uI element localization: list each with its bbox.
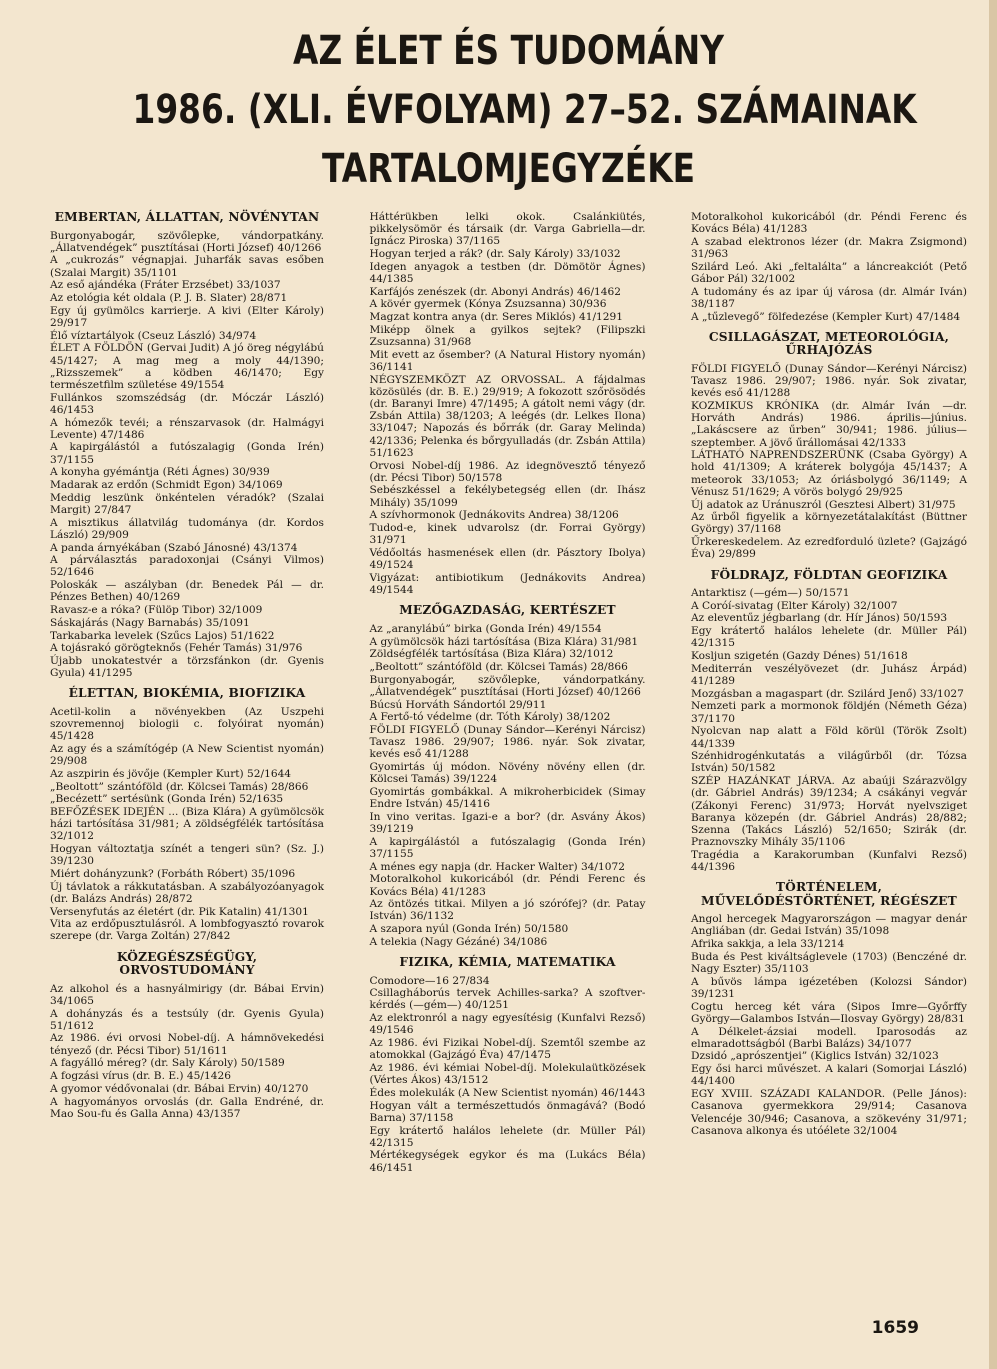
index-entry: A kapirgálástól a futószalagig (Gonda Irén) 37/1155 bbox=[50, 441, 324, 466]
page-number: 1659 bbox=[871, 1318, 919, 1338]
index-entry: Egy új gyümölcs karrierje. A kivi (Elter Károly) 29/917 bbox=[50, 304, 324, 329]
index-entry: Hogyan terjed a rák? (dr. Saly Károly) 33/1032 bbox=[369, 248, 621, 261]
page-edge bbox=[989, 0, 997, 1369]
section-heading: KÖZEGÉSZSÉGÜGY, ORVOSTUDOMÁNY bbox=[116, 949, 258, 978]
index-entry: ÉLET A FÖLDÖN (Gervai Judit) A jó öreg négylábú 45/1427; A mag meg a moly 44/1390; „Rizsszemek” a ködben 46/1470; Egy természetfilm születése 49/1554 bbox=[50, 342, 324, 391]
index-entry: Az 1986. évi orvosi Nobel-díj. A hámnövekedési tényező (dr. Pécsi Tibor) 51/1611 bbox=[50, 1032, 324, 1057]
index-entry: Tarkabarka levelek (Szűcs Lajos) 51/1622 bbox=[50, 629, 275, 642]
index-entry: KOZMIKUS KRÓNIKA (dr. Almár Iván —dr. Horváth András) 1986. április—június. „Lakáscsere az űrben” 30/941; 1986. július—szeptember. A jövő űrállomásai 42/1333 bbox=[691, 399, 967, 449]
index-entry: Búcsú Horváth Sándortól 29/911 bbox=[369, 698, 547, 711]
index-entry: A Fertő-tó védelme (dr. Tóth Károly) 38/1202 bbox=[369, 711, 611, 724]
index-entry: Comodore—16 27/834 bbox=[369, 974, 490, 987]
index-entry: Sebészkéssel a fekélybetegség ellen (dr. Ihász Mihály) 35/1099 bbox=[369, 484, 646, 509]
index-entry: A szívhormonok (Jednákovits Andrea) 38/1206 bbox=[369, 509, 619, 522]
index-entry: Mértékegységek egykor és ma (Lukács Béla) 46/1451 bbox=[369, 1149, 646, 1174]
index-entry: A telekia (Nagy Gézáné) 34/1086 bbox=[369, 935, 548, 948]
title-line: TARTALOMJEGYZÉKE bbox=[321, 146, 696, 192]
index-entry: Sáskajárás (Nagy Barnabás) 35/1091 bbox=[50, 616, 250, 629]
index-entry: Angol hercegek Magyarországon — magyar denár Angliában (dr. Gedai István) 35/1098 bbox=[691, 913, 967, 938]
index-entry: Az eleventűz jégbarlang (dr. Hír János) 50/1593 bbox=[691, 612, 948, 625]
index-entry: Miért dohányzunk? (Forbáth Róbert) 35/1096 bbox=[50, 867, 296, 880]
index-entry: A bűvös lámpa igézetében (Kolozsi Sándor) 39/1231 bbox=[691, 975, 967, 1000]
index-entry: Az agy és a számítógép (A New Scientist nyomán) 29/908 bbox=[50, 742, 324, 768]
index-entry: NÉGYSZEMKÖZT AZ ORVOSSAL. A fájdalmas közösülés (dr. B. E.) 29/919; A fokozott szőrösödés (dr. Baranyi Imre) 47/1495; A gátolt nemi vágy (dr. Zsbán Attila) 38/1203; A leégés (dr. Lelkes Ilona) 33/1047; Napozás és bőrrák (dr. Garay Melinda) 42/1336; Pelenka és bőrgyulladás (dr. Zsbán Attila) 51/1623 bbox=[369, 373, 646, 459]
index-entry: A gyomor védővonalai (dr. Bábai Ervin) 40/1270 bbox=[50, 1082, 309, 1095]
index-entry: A tudomány és az ipar új városa (dr. Almár Iván) 38/1187 bbox=[691, 285, 967, 310]
index-entry: A panda árnyékában (Szabó Jánosné) 43/1374 bbox=[50, 541, 298, 554]
section-heading: TÖRTÉNELEM, MŰVELŐDÉSTÖRTÉNET, RÉGÉSZET bbox=[701, 880, 957, 908]
index-entry: Antarktisz (—gém—) 50/1571 bbox=[691, 587, 850, 600]
index-entry: Vigyázat: antibiotikum (Jednákovits Andrea) 49/1544 bbox=[369, 571, 646, 597]
section-heading: ÉLETTAN, BIOKÉMIA, BIOFIZIKA bbox=[68, 686, 306, 701]
index-entry: A „tűzlevegő” fölfedezése (Kempler Kurt) 47/1484 bbox=[691, 310, 961, 323]
index-entry: Kosljun szigetén (Gazdy Dénes) 51/1618 bbox=[691, 650, 908, 663]
page-title bbox=[132, 22, 917, 199]
index-entry: A misztikus állatvilág tudománya (dr. Kordos László) 29/909 bbox=[50, 516, 324, 541]
index-entry: Mediterrán veszélyövezet (dr. Juhász Árpád) 41/1289 bbox=[691, 662, 967, 687]
index-entry: Tudod-e, kinek udvarolsz (dr. Forrai György) 31/971 bbox=[369, 522, 646, 547]
title-line: AZ ÉLET ÉS TUDOMÁNY bbox=[293, 28, 724, 74]
index-entry: A tojásrakó görögteknős (Fehér Tamás) 31/976 bbox=[50, 642, 303, 655]
index-entry: BEFŐZÉSEK IDEJÉN ... (Biza Klára) A gyümölcsök házi tartósítása 31/981; A zöldségfélék tartósítása 32/1012 bbox=[50, 805, 324, 843]
index-entry: A kapirgálástól a futószalagig (Gonda Irén) 37/1155 bbox=[369, 835, 646, 860]
index-entry: Mozgásban a magaspart (dr. Szilárd Jenő) 33/1027 bbox=[691, 687, 964, 700]
index-entry: Az elektronról a nagy egyesítésig (Kunfalvi Rezső) 49/1546 bbox=[369, 1012, 646, 1037]
index-entry: Hogyan változtatja színét a tengeri sün? (Sz. J.) 39/1230 bbox=[50, 843, 324, 868]
index-entry: Élő víztartályok (Cseuz László) 34/974 bbox=[50, 329, 257, 342]
index-entry: Az etológia két oldala (P. J. B. Slater) 28/871 bbox=[50, 292, 288, 305]
section-heading: EMBERTAN, ÁLLATTAN, NÖVÉNYTAN bbox=[54, 210, 320, 224]
column-2 bbox=[370, 211, 646, 1174]
index-entry: SZÉP HAZÁNKAT JÁRVA. Az abaúji Szárazvölgy (dr. Gábriel András) 39/1234; A csákányi vegvár (Zákonyi Ferenc) 31/973; Horvát nyelvsziget Baranya közepén (dr. Gábriel András) 28/882; Szenna (Takács László) 52/1650; Szirák (dr. Praznovszky Mihály 35/1106 bbox=[691, 775, 967, 849]
index-entry: Az alkohol és a hasnyálmirigy (dr. Bábai Ervin) 34/1065 bbox=[50, 982, 324, 1007]
index-entry: Motoralkohol kukoricából (dr. Péndi Ferenc és Kovács Béla) 41/1283 bbox=[369, 873, 646, 898]
index-entry: Csillagháborús tervek Achilles-sarka? A szoftver-kérdés (—gém—) 40/1251 bbox=[369, 987, 646, 1012]
index-entry: Miképp ölnek a gyilkos sejtek? (Filipszki Zsuzsanna) 31/968 bbox=[369, 323, 646, 349]
index-entry: Idegen anyagok a testben (dr. Dömötör Ágnes) 44/1385 bbox=[369, 260, 646, 286]
index-entry: Háttérükben lelki okok. Csalánkiütés, pikkelysömör és társaik (dr. Varga Gabriella—dr. Ignácz Piroska) 37/1165 bbox=[369, 211, 646, 248]
index-entry: FÖLDI FIGYELŐ (Dunay Sándor—Kerényi Nárcisz) Tavasz 1986. 29/907; 1986. nyár. Sok zivatar, kevés eső 41/1288 bbox=[369, 723, 646, 761]
index-entry: Versenyfutás az életért (dr. Pik Katalin) 41/1301 bbox=[50, 905, 309, 918]
index-entry: A fogzási vírus (dr. B. E.) 45/1426 bbox=[50, 1070, 231, 1083]
index-entry: Védőoltás hasmenések ellen (dr. Pásztory Ibolya) 49/1524 bbox=[369, 546, 646, 572]
index-entry: A „cukrozás” végnapjai. Juharfák savas esőben (Szalai Margit) 35/1101 bbox=[50, 254, 324, 279]
index-entry: A párválasztás paradoxonjai (Csányi Vilmos) 52/1646 bbox=[50, 554, 324, 579]
index-entry: A dohányzás és a testsúly (dr. Gyenis Gyula) 51/1612 bbox=[50, 1007, 324, 1032]
title-line: 1986. (XLI. ÉVFOLYAM) 27–52. SZÁMAINAK bbox=[132, 87, 917, 133]
index-entry: Orvosi Nobel-díj 1986. Az idegnövesztő tényező (dr. Pécsi Tibor) 50/1578 bbox=[369, 459, 646, 484]
index-entry: Meddig leszünk önkéntelen véradók? (Szalai Margit) 27/847 bbox=[50, 491, 324, 516]
index-entry: Az űrből figyelik a környezetátalakítást (Büttner György) 37/1168 bbox=[691, 511, 967, 536]
index-entry: Gyomirtás új módon. Növény növény ellen (dr. Kölcsei Tamás) 39/1224 bbox=[369, 761, 646, 786]
index-entry: Az 1986. évi kémiai Nobel-díj. Molekulaütközések (Vértes Ákos) 43/1512 bbox=[369, 1062, 646, 1087]
index-entry: Nemzeti park a mormonok földjén (Németh Géza) 37/1170 bbox=[691, 700, 967, 725]
index-entry: A fagyálló méreg? (dr. Saly Károly) 50/1589 bbox=[50, 1057, 285, 1070]
index-entry: A konyha gyémántja (Réti Ágnes) 30/939 bbox=[50, 466, 270, 479]
index-entry: A szabad elektronos lézer (dr. Makra Zsigmond) 31/963 bbox=[691, 235, 967, 261]
index-entry: Burgonyabogár, szövőlepke, vándorpatkány. „Állatvendégek” pusztításai (Horti József) 40/1266 bbox=[50, 229, 324, 254]
index-entry: Édes molekulák (A New Scientist nyomán) 46/1443 bbox=[369, 1086, 646, 1099]
section-heading: MEZŐGAZDASÁG, KERTÉSZET bbox=[399, 603, 616, 618]
index-entry: Mit evett az ősember? (A Natural History nyomán) 36/1141 bbox=[369, 348, 646, 373]
index-entry: Tragédia a Karakorumban (Kunfalvi Rezső) 44/1396 bbox=[691, 848, 967, 874]
index-entry: Burgonyabogár, szövőlepke, vándorpatkány. „Állatvendégek” pusztításai (Horti József) 40/1266 bbox=[369, 673, 646, 698]
index-entry: A ménes egy napja (dr. Hacker Walter) 34/1072 bbox=[369, 860, 625, 873]
section-heading: CSILLAGÁSZAT, METEOROLÓGIA, ŰRHAJÓZÁS bbox=[708, 329, 950, 358]
index-entry: A Coróí-sivatag (Elter Károly) 32/1007 bbox=[691, 599, 898, 612]
index-entry: Zöldségfélék tartósítása (Biza Klára) 32/1012 bbox=[369, 648, 614, 661]
index-entry: „Becézett” sertésünk (Gonda Irén) 52/1635 bbox=[50, 793, 284, 806]
index-entry: Újabb unokatestvér a törzsfánkon (dr. Gyenis Gyula) 41/1295 bbox=[50, 654, 324, 680]
column-3 bbox=[691, 211, 967, 1174]
index-entry: Buda és Pest kiváltságlevele (1703) (Benczéné dr. Nagy Eszter) 35/1103 bbox=[691, 950, 967, 976]
index-entry: Új távlatok a rákkutatásban. A szabályozóanyagok (dr. Balázs András) 28/872 bbox=[50, 880, 324, 905]
index-entry: „Beoltott” szántóföld (dr. Kölcsei Tamás) 28/866 bbox=[369, 660, 628, 673]
index-entry: Ravasz-e a róka? (Fülöp Tibor) 32/1009 bbox=[50, 604, 263, 617]
index-entry: Madarak az erdőn (Schmidt Egon) 34/1069 bbox=[50, 479, 283, 492]
index-entry: EGY XVIII. SZÁZADI KALANDOR. (Pelle János): Casanova gyermekkora 29/914; Casanova Velencéje 30/946; Casanova, a szökevény 31/971; Casanova alkonya és utóélete 32/1004 bbox=[691, 1088, 967, 1137]
index-entry: Az „aranylábú” birka (Gonda Irén) 49/1554 bbox=[369, 622, 602, 635]
index-entry: Űrkereskedelem. Az ezredforduló üzlete? (Gajzágó Éva) 29/899 bbox=[691, 536, 967, 561]
index-entry: Nyolcvan nap alatt a Föld körül (Török Zsolt) 44/1339 bbox=[691, 725, 967, 750]
index-entry: Hogyan vált a természettudós önmagává? (Bodó Barna) 37/1158 bbox=[369, 1099, 646, 1124]
column-1 bbox=[50, 211, 324, 1174]
index-entry: Új adatok az Uránuszról (Gesztesi Albert) 31/975 bbox=[691, 498, 956, 511]
index-entry: Fullánkos szomszédság (dr. Móczár László) 46/1453 bbox=[50, 391, 324, 416]
index-entry: Poloskák — aszályban (dr. Benedek Pál — dr. Pénzes Bethen) 40/1269 bbox=[50, 579, 324, 604]
index-entry: Karfájós zenészek (dr. Abonyi András) 46/1462 bbox=[369, 285, 622, 298]
index-entry: Cogtu herceg két vára (Sipos Imre—Győrffy György—Galambos István—Ilosvay György) 28/831 bbox=[691, 1000, 967, 1025]
index-entry: A hagyományos orvoslás (dr. Galla Endréné, dr. Mao Sou-fu és Galla Anna) 43/1357 bbox=[50, 1095, 324, 1120]
index-entry: A hómezők tevéi; a rénszarvasok (dr. Halmágyi Levente) 47/1486 bbox=[50, 416, 324, 441]
index-entry: Egy krátertő halálos lehelete (dr. Müller Pál) 42/1315 bbox=[369, 1124, 646, 1149]
index-entry: Acetil-kolin a növényekben (Az Uszpehi szovremennoj biologii c. folyóirat nyomán) 45/1428 bbox=[50, 705, 324, 743]
index-entry: Egy ősi harci művészet. A kalari (Somorjai László) 44/1400 bbox=[691, 1063, 967, 1088]
section-heading: FIZIKA, KÉMIA, MATEMATIKA bbox=[399, 955, 616, 970]
index-entry: Szilárd Leó. Aki „feltalálta” a láncreakciót (Pető Gábor Pál) 32/1002 bbox=[691, 260, 967, 286]
index-entry: A gyümölcsök házi tartósítása (Biza Klára) 31/981 bbox=[369, 635, 639, 648]
index-entry: A Délkelet-ázsiai modell. Iparosodás az elmaradottságból (Barbi Balázs) 34/1077 bbox=[691, 1025, 967, 1050]
index-entry: Az 1986. évi Fizikai Nobel-díj. Szemtől szembe az atomokkal (Gajzágó Éva) 47/1475 bbox=[369, 1037, 646, 1062]
index-entry: Az aszpirin és jövője (Kempler Kurt) 52/1644 bbox=[50, 767, 292, 780]
index-entry: Gyomirtás gombákkal. A mikroherbicidek (Simay Endre István) 45/1416 bbox=[369, 785, 646, 811]
index-entry: Szénhidrogénkutatás a világűrből (dr. Tózsa István) 50/1582 bbox=[691, 750, 967, 775]
index-entry: LÁTHATÓ NAPRENDSZERÜNK (Csaba György) A hold 41/1309; A kráterek bolygója 45/1437; A meteorok 33/1053; Az óriásbolygó 36/1149; A Vénusz 51/1629; A vörös bolygó 29/925 bbox=[691, 449, 967, 498]
index-entry: A szapora nyúl (Gonda Irén) 50/1580 bbox=[369, 923, 569, 936]
index-entry: „Beoltott” szántóföld (dr. Kölcsei Tamás) 28/866 bbox=[50, 780, 309, 793]
index-entry: Az eső ajándéka (Fráter Erzsébet) 33/1037 bbox=[50, 279, 281, 292]
index-entry: FÖLDI FIGYELŐ (Dunay Sándor—Kerényi Nárcisz) Tavasz 1986. 29/907; 1986. nyár. Sok zivatar, kevés eső 41/1288 bbox=[691, 362, 967, 400]
index-entry: Motoralkohol kukoricából (dr. Péndi Ferenc és Kovács Béla) 41/1283 bbox=[691, 211, 967, 236]
index-entry: Vita az erdőpusztulásról. A lombfogyasztó rovarok szerepe (dr. Varga Zoltán) 27/842 bbox=[50, 918, 324, 943]
index-columns bbox=[50, 211, 967, 1174]
index-entry: Egy krátertő halálos lehelete (dr. Müller Pál) 42/1315 bbox=[691, 625, 967, 650]
index-entry: Az öntözés titkai. Milyen a jó szórófej? (dr. Patay István) 36/1132 bbox=[369, 898, 646, 923]
index-entry: Magzat kontra anya (dr. Seres Miklós) 41/1291 bbox=[369, 311, 623, 324]
index-entry: In vino veritas. Igazi-e a bor? (dr. Asvány Ákos) 39/1219 bbox=[369, 810, 646, 836]
index-entry: Afrika sakkja, a lela 33/1214 bbox=[691, 938, 845, 951]
index-entry: A kövér gyermek (Kónya Zsuzsanna) 30/936 bbox=[369, 298, 607, 311]
section-heading: FÖLDRAJZ, FÖLDTAN GEOFIZIKA bbox=[710, 567, 948, 582]
index-entry: Dzsidó „aprószentjei” (Kiglics István) 32/1023 bbox=[691, 1050, 939, 1063]
